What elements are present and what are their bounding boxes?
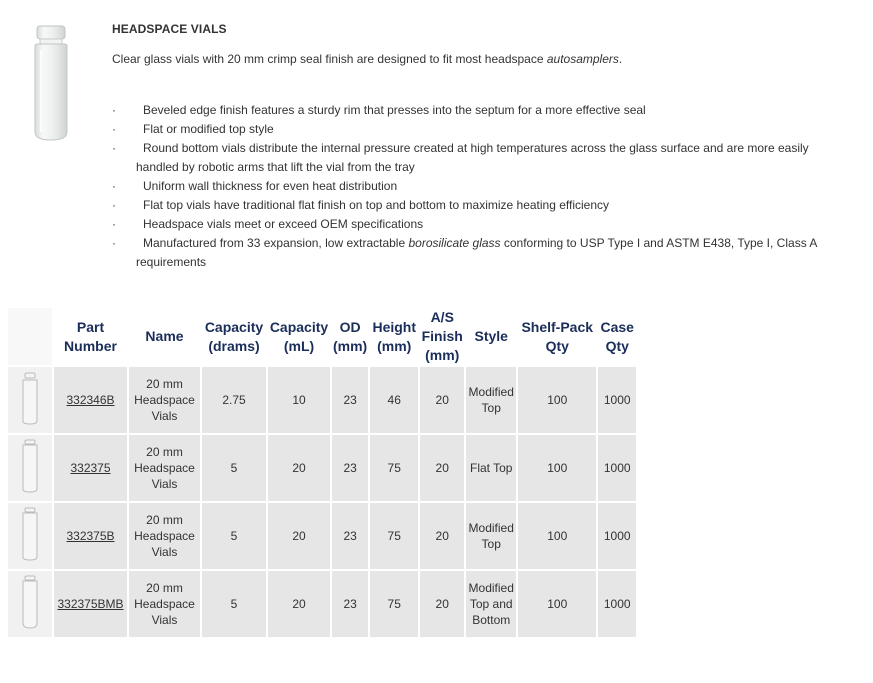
capacity-drams-cell: 5 [202,571,266,637]
od-cell: 23 [332,367,368,433]
tall-vial-icon [21,439,39,493]
case-qty-cell: 1000 [598,435,636,501]
name-cell: 20 mm Headspace Vials [129,503,200,569]
capacity-ml-cell: 20 [268,571,330,637]
feature-text: Round bottom vials distribute the internal pressure created at high temperatures across the glass surface and are more easily handled by robotic arms that lift the vial from the tray [136,141,809,174]
feature-text: Uniform wall thickness for even heat distribution [143,179,398,193]
style-cell: Modified Top [466,367,516,433]
shelf-pack-cell: 100 [518,435,596,501]
table-header-row [8,308,636,365]
list-item [112,101,842,120]
feature-list [112,101,842,272]
list-item [112,177,842,196]
height-cell: 75 [370,571,418,637]
od-header: OD (mm) [332,308,368,365]
name-header: Name [129,308,200,365]
name-cell: 20 mm Headspace Vials [129,435,200,501]
product-intro [112,52,622,66]
table-row [8,367,636,433]
style-cell: Modified Top and Bottom [466,571,516,637]
capacity-drams-cell: 5 [202,503,266,569]
feature-text: Flat or modified top style [143,122,274,136]
style-cell: Modified Top [466,503,516,569]
part-number-header: Part Number [54,308,127,365]
list-item [112,139,842,177]
shelf-pack-cell: 100 [518,571,596,637]
feature-text: Flat top vials have traditional flat finish on top and bottom to maximize heating efficiency [143,198,610,212]
style-cell: Flat Top [466,435,516,501]
capacity-drams-cell: 5 [202,435,266,501]
product-table [6,306,638,639]
case-qty-cell: 1000 [598,367,636,433]
as-finish-cell: 20 [420,503,464,569]
as-finish-header: A/S Finish (mm) [421,309,463,363]
part-number-link[interactable]: 332375 [70,461,111,475]
height-cell: 75 [370,503,418,569]
intro-suffix: . [618,52,623,66]
list-item [112,215,842,234]
glass-vial-icon [30,24,72,147]
table-row [8,571,636,637]
tall-vial-icon [21,507,39,561]
style-header: Style [466,308,516,365]
part-number-link[interactable]: 332346B [66,393,115,407]
capacity-drams-cell: 2.75 [202,367,266,433]
case-qty-cell: 1000 [598,503,636,569]
row-thumbnail [8,435,52,501]
as-finish-cell: 20 [420,571,464,637]
part-number-cell [54,503,127,569]
shelf-pack-cell: 100 [518,503,596,569]
list-item [112,234,842,272]
part-number-link[interactable]: 332375B [66,529,115,543]
row-thumbnail [8,367,52,433]
intro-italic-term: autosamplers [546,52,619,66]
case-qty-header: Case Qty [598,308,636,365]
name-cell: 20 mm Headspace Vials [129,571,200,637]
table-row [8,503,636,569]
feature-text: conforming to USP Type I and ASTM E438, Type I, Class A requirements [136,236,817,269]
table-row [8,435,636,501]
height-cell: 75 [370,435,418,501]
part-number-cell [54,367,127,433]
short-vial-icon [21,371,39,425]
feature-text: Manufactured from 33 expansion, low extractable [143,236,409,250]
feature-text: Beveled edge finish features a sturdy rim that presses into the septum for a more effective seal [143,103,646,117]
height-header: Height (mm) [370,308,418,365]
case-qty-cell: 1000 [598,571,636,637]
capacity-ml-cell: 20 [268,503,330,569]
as-finish-cell: 20 [420,367,464,433]
capacity-ml-cell: 10 [268,367,330,433]
capacity-ml-cell: 20 [268,435,330,501]
part-number-cell [54,571,127,637]
row-thumbnail [8,503,52,569]
list-item [112,196,842,215]
shelf-pack-cell: 100 [518,367,596,433]
as-finish-cell: 20 [420,435,464,501]
od-cell: 23 [332,503,368,569]
tall-vial-icon [21,575,39,629]
product-title: HEADSPACE VIALS [112,22,227,36]
od-cell: 23 [332,571,368,637]
part-number-link[interactable]: 332375BMB [57,597,124,611]
od-cell: 23 [332,435,368,501]
capacity-ml-header: Capacity (mL) [268,308,330,365]
part-number-cell [54,435,127,501]
height-cell: 46 [370,367,418,433]
capacity-drams-header: Capacity (drams) [202,308,266,365]
feature-italic-term: borosilicate glass [408,236,501,250]
feature-text: Headspace vials meet or exceed OEM specifications [143,217,424,231]
list-item [112,120,842,139]
image-column-header [8,308,52,365]
name-cell: 20 mm Headspace Vials [129,367,200,433]
shelf-pack-header: Shelf-Pack Qty [518,308,596,365]
intro-text: Clear glass vials with 20 mm crimp seal finish are designed to fit most headspace [112,52,547,66]
row-thumbnail [8,571,52,637]
